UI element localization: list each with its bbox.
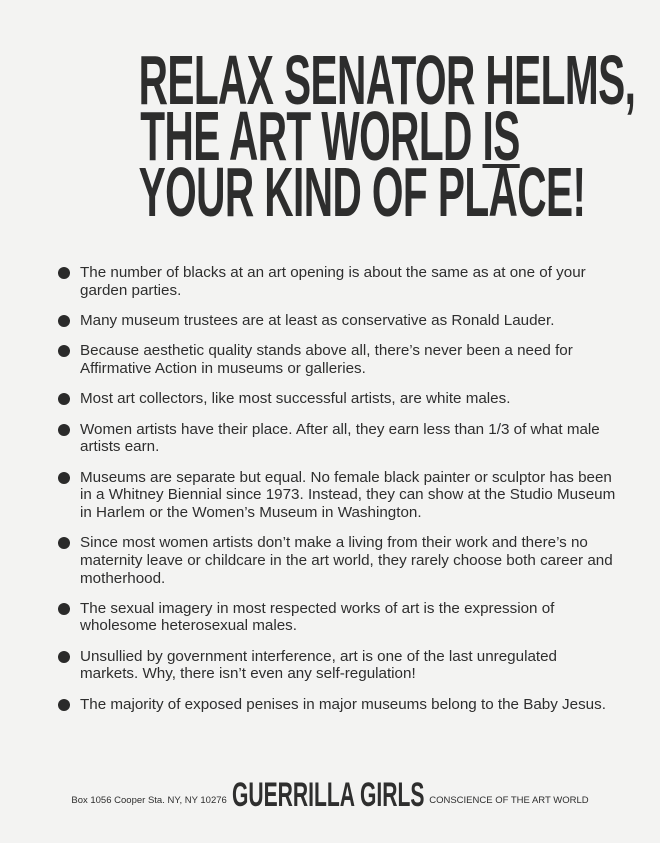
list-item <box>58 534 618 587</box>
bullet-icon <box>58 267 70 279</box>
list-item <box>58 696 618 714</box>
headline-emphasis: IS <box>482 97 520 175</box>
list-item-text: Unsullied by government interference, art is one of the last unregulated markets. Why, there isn’t even any self-regulation! <box>80 647 557 683</box>
poster-headline <box>0 41 660 231</box>
bullet-icon <box>58 651 70 663</box>
bullet-icon <box>58 315 70 327</box>
footer-tagline: CONSCIENCE OF THE ART WORLD <box>429 795 589 806</box>
bullet-list <box>58 264 618 726</box>
headline-line-3: YOUR KIND OF PLACE! <box>138 153 586 231</box>
list-item <box>58 600 618 635</box>
list-item <box>58 469 618 522</box>
headline-line-1: RELAX SENATOR HELMS, <box>138 41 636 119</box>
list-item <box>58 342 618 377</box>
list-item-text: Museums are separate but equal. No female black painter or sculptor has been in a Whitney Biennial since 1973. Instead, they can show at the Studio Museum in Harlem or the Women’s Museum in Washington. <box>80 468 616 521</box>
bullet-icon <box>58 537 70 549</box>
list-item <box>58 648 618 683</box>
bullet-icon <box>58 424 70 436</box>
list-item-text: The majority of exposed penises in major museums belong to the Baby Jesus. <box>80 695 606 713</box>
bullet-icon <box>58 699 70 711</box>
list-item <box>58 264 618 299</box>
brand-logo: GUERRILLA GIRLS <box>231 776 425 814</box>
list-item-text: Women artists have their place. After all, they earn less than 1/3 of what male artists earn. <box>80 420 600 456</box>
bullet-icon <box>58 603 70 615</box>
list-item-text: The sexual imagery in most respected works of art is the expression of wholesome heterosexual males. <box>80 599 555 635</box>
bullet-icon <box>58 393 70 405</box>
list-item <box>58 421 618 456</box>
headline-line-2-text: THE ART WORLD <box>140 97 483 175</box>
list-item-text: Many museum trustees are at least as conservative as Ronald Lauder. <box>80 311 555 329</box>
list-item <box>58 312 618 330</box>
footer-address: Box 1056 Cooper Sta. NY, NY 10276 <box>71 795 227 806</box>
list-item-text: Most art collectors, like most successful artists, are white males. <box>80 390 511 408</box>
list-item-text: Because aesthetic quality stands above all, there’s never been a need for Affirmative Action in museums or galleries. <box>80 342 573 377</box>
list-item-text: The number of blacks at an art opening is about the same as at one of your garden parties. <box>80 264 586 299</box>
poster-footer <box>0 776 660 814</box>
list-item <box>58 390 618 408</box>
bullet-icon <box>58 472 70 484</box>
bullet-icon <box>58 345 70 357</box>
list-item-text: Since most women artists don’t make a living from their work and there’s no maternity leave or childcare in the art world, they rarely choose both career and motherhood. <box>80 534 613 587</box>
